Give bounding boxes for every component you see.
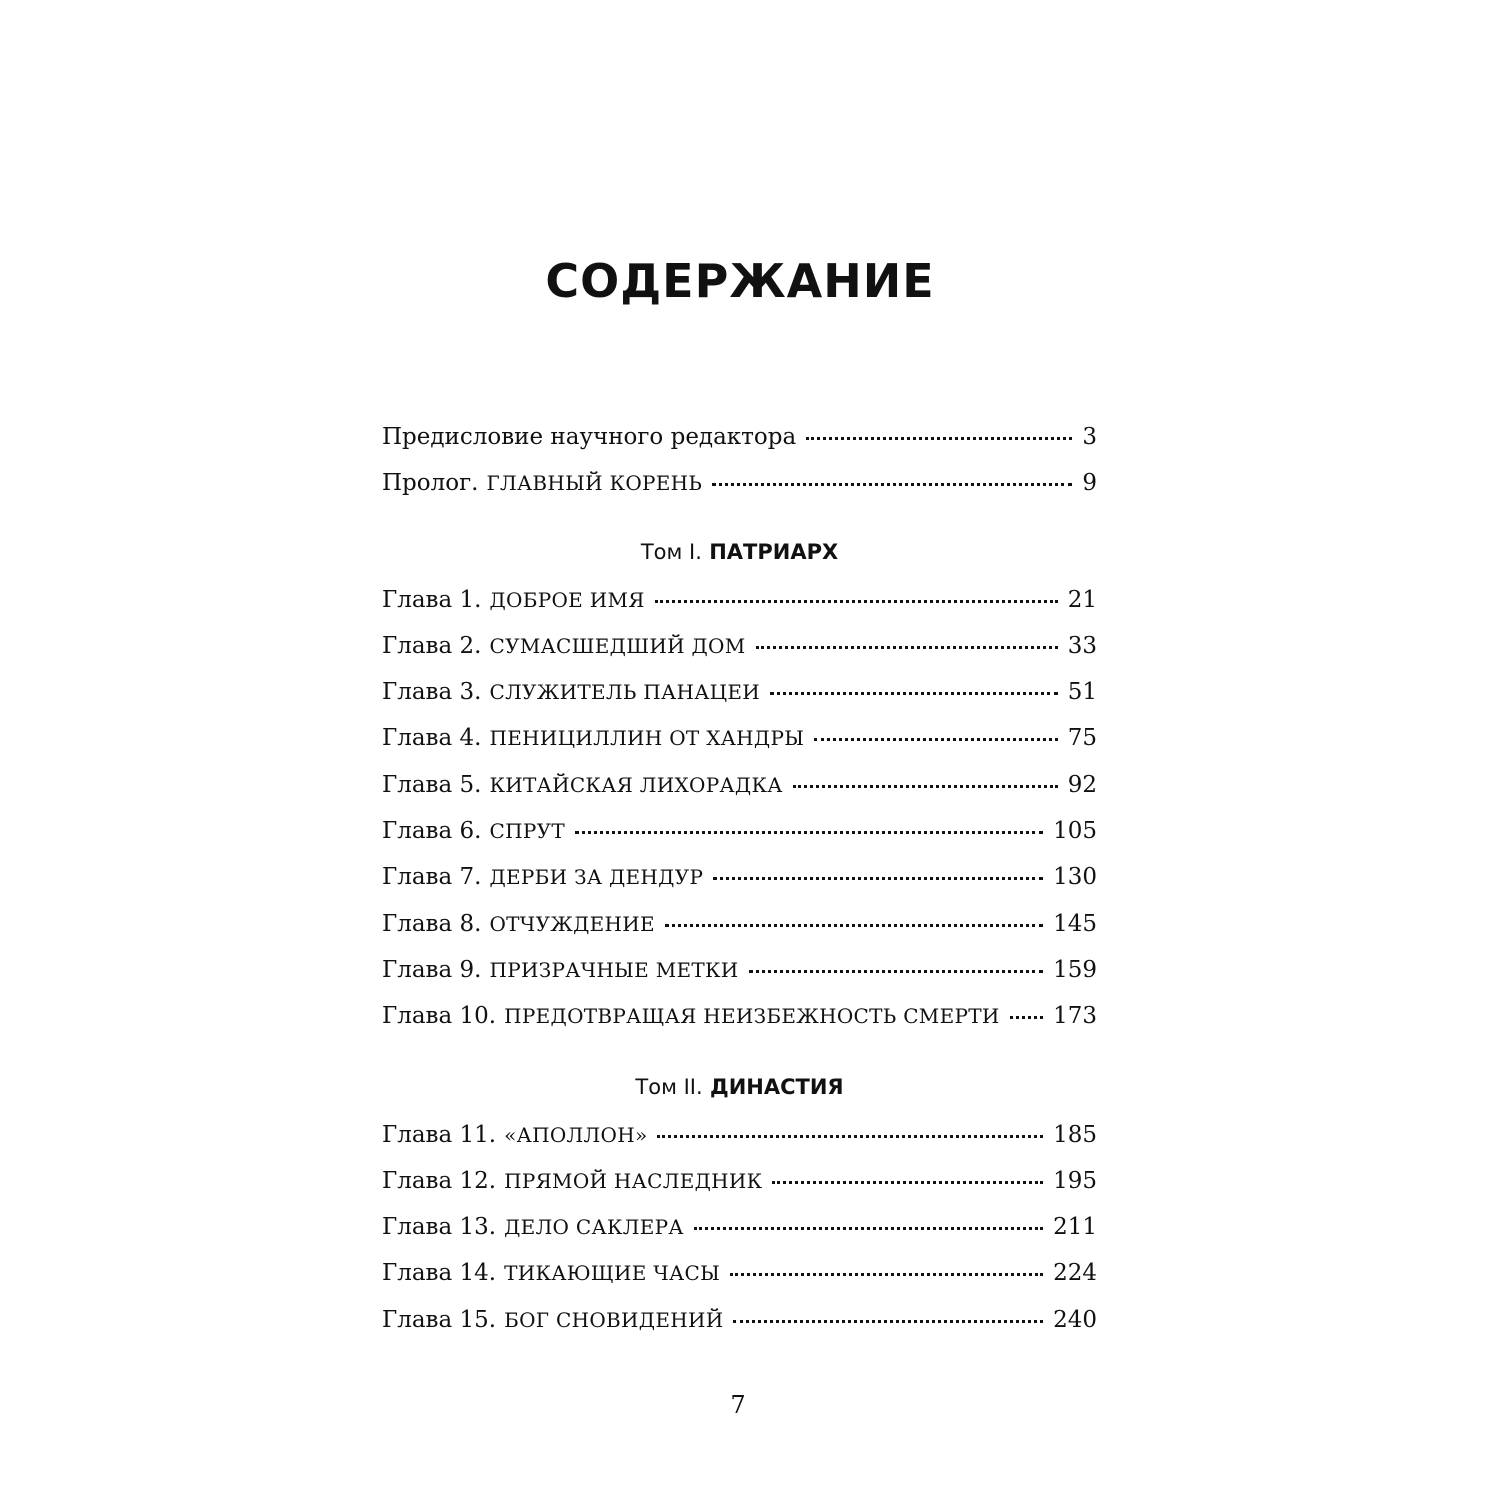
dot-leader [665,923,1043,927]
dot-leader [806,436,1072,440]
toc-entry-chapter-3[interactable] [382,669,1097,715]
entry-page: 9 [1082,470,1097,497]
toc-entry-chapter-5[interactable] [382,762,1097,808]
volume-label: Том I. [640,539,702,564]
toc-entry-chapter-11[interactable] [382,1112,1097,1158]
dot-leader [772,1180,1043,1184]
entry-title: ГЛАВНЫЙ КОРЕНЬ [486,471,703,496]
chapter-title: ДЕРБИ ЗА ДЕНДУР [489,865,704,890]
chapter-page: 105 [1053,818,1097,845]
toc-entry-chapter-14[interactable] [382,1250,1097,1296]
chapter-page: 195 [1053,1167,1097,1194]
page-number: 7 [730,1391,746,1419]
chapter-page: 159 [1053,956,1097,983]
chapter-label: Глава 2. [382,632,482,659]
chapter-title: «АПОЛЛОН» [504,1122,648,1147]
chapter-title: ПЕНИЦИЛЛИН ОТ ХАНДРЫ [489,726,805,751]
toc-entry-preface[interactable] [382,414,1097,460]
toc-entry-chapter-15[interactable] [382,1297,1097,1343]
chapter-page: 21 [1067,586,1097,613]
chapter-label: Глава 14. [382,1260,497,1287]
chapter-label: Глава 5. [382,771,482,798]
chapter-title: ДЕЛО САКЛЕРА [504,1215,684,1240]
table-of-contents [382,414,1097,1343]
chapter-label: Глава 13. [382,1214,497,1241]
chapter-title: ДОБРОЕ ИМЯ [489,587,645,612]
chapter-page: 130 [1053,864,1097,891]
chapter-label: Глава 8. [382,910,482,937]
toc-entry-chapter-1[interactable] [382,577,1097,623]
page-title: СОДЕРЖАНИЕ [545,254,935,308]
chapter-page: 240 [1053,1306,1097,1333]
toc-entry-chapter-10[interactable] [382,993,1097,1039]
toc-entry-chapter-9[interactable] [382,947,1097,993]
chapter-label: Глава 6. [382,818,482,845]
entry-label: Пролог. [382,470,479,497]
dot-leader [657,1134,1043,1138]
chapter-title: ПРИЗРАЧНЫЕ МЕТКИ [489,957,739,982]
chapter-title: ПРЕДОТВРАЩАЯ НЕИЗБЕЖНОСТЬ СМЕРТИ [504,1004,1000,1029]
volume-name: ДИНАСТИЯ [709,1074,844,1099]
toc-entry-chapter-4[interactable] [382,715,1097,761]
chapter-label: Глава 15. [382,1306,497,1333]
dot-leader [730,1272,1043,1276]
dot-leader [655,599,1058,603]
volume-label: Том II. [635,1074,703,1099]
volume-heading-1 [382,529,1097,575]
entry-page: 3 [1082,424,1097,450]
chapter-page: 173 [1053,1003,1097,1030]
dot-leader [733,1319,1043,1323]
chapter-page: 92 [1067,771,1097,798]
toc-entry-chapter-13[interactable] [382,1204,1097,1250]
toc-entry-chapter-6[interactable] [382,808,1097,854]
chapter-label: Глава 12. [382,1167,497,1194]
chapter-page: 145 [1053,910,1097,937]
dot-leader [770,691,1058,695]
chapter-label: Глава 10. [382,1003,497,1030]
chapter-page: 33 [1067,632,1097,659]
chapter-label: Глава 1. [382,586,482,613]
dot-leader [1010,1015,1043,1019]
toc-entry-chapter-2[interactable] [382,623,1097,669]
chapter-title: СЛУЖИТЕЛЬ ПАНАЦЕИ [489,680,761,705]
volume-name: ПАТРИАРХ [709,539,839,564]
toc-entry-chapter-7[interactable] [382,854,1097,900]
dot-leader [694,1226,1043,1230]
dot-leader [712,482,1072,486]
entry-label: Предисловие научного редактора [382,424,797,450]
volume-heading-2 [382,1064,1097,1110]
chapter-label: Глава 4. [382,725,482,752]
chapter-label: Глава 9. [382,956,482,983]
dot-leader [575,830,1043,834]
chapter-label: Глава 11. [382,1121,497,1148]
dot-leader [749,969,1044,973]
dot-leader [756,645,1058,649]
chapter-title: ПРЯМОЙ НАСЛЕДНИК [504,1168,763,1193]
chapter-page: 51 [1067,679,1097,706]
chapter-title: СУМАСШЕДШИЙ ДОМ [489,633,746,658]
chapter-label: Глава 7. [382,864,482,891]
toc-entry-chapter-12[interactable] [382,1158,1097,1204]
chapter-title: СПРУТ [489,819,565,844]
chapter-page: 75 [1067,725,1097,752]
chapter-title: КИТАЙСКАЯ ЛИХОРАДКА [489,772,783,797]
toc-entry-prologue[interactable] [382,460,1097,506]
chapter-page: 185 [1053,1121,1097,1148]
chapter-title: БОГ СНОВИДЕНИЙ [504,1307,724,1332]
dot-leader [814,737,1058,741]
chapter-title: ТИКАЮЩИЕ ЧАСЫ [504,1261,721,1286]
chapter-page: 224 [1053,1260,1097,1287]
chapter-title: ОТЧУЖДЕНИЕ [489,911,655,936]
toc-entry-chapter-8[interactable] [382,901,1097,947]
dot-leader [793,784,1058,788]
chapter-page: 211 [1053,1214,1097,1241]
dot-leader [713,876,1043,880]
chapter-label: Глава 3. [382,679,482,706]
